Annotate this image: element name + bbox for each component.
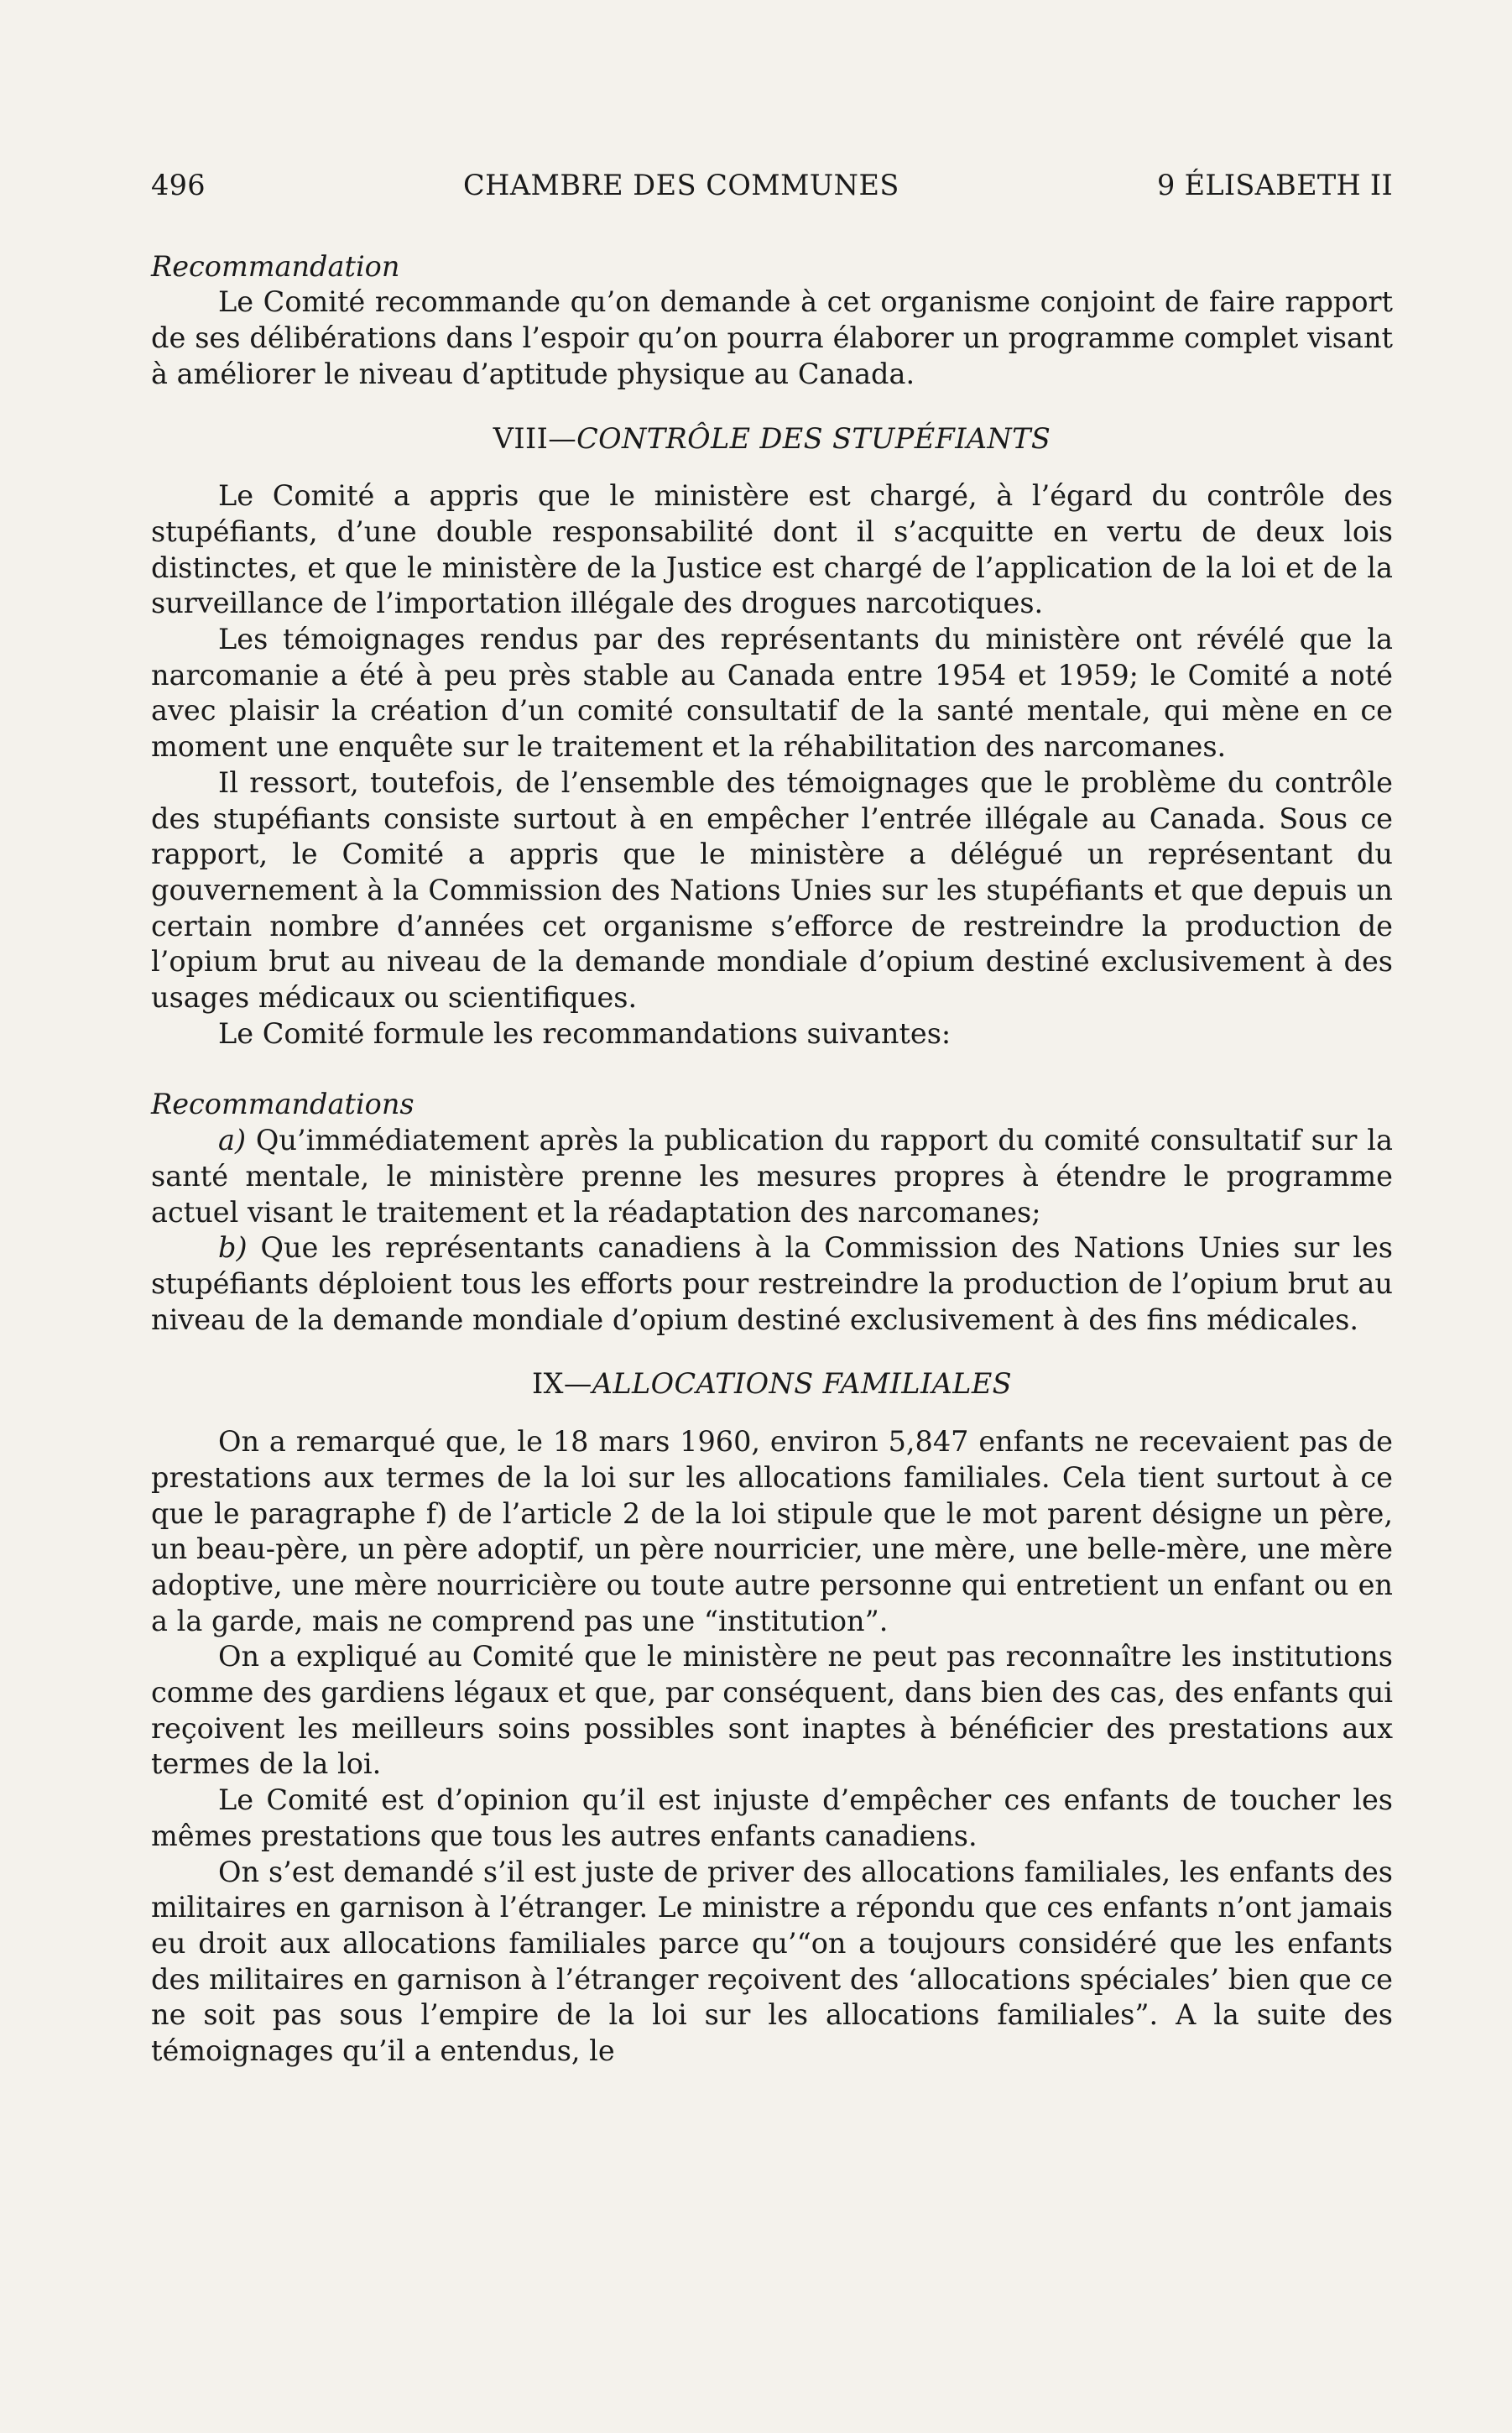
header-session: 9 ÉLISABETH II: [1157, 169, 1393, 201]
section-name: ALLOCATIONS FAMILIALES: [592, 1367, 1013, 1401]
paragraph: On a expliqué au Comité que le ministère ne peut pas reconnaître les institutions comme des gardiens légaux et que, par conséquent, dans bien des cas, des enfants qui reçoivent les meilleurs soins possibles sont inaptes à bénéficier des prestations aux termes de la loi.: [151, 1640, 1393, 1781]
running-header: [151, 168, 1393, 204]
paragraph: On s’est demandé s’il est juste de priver des allocations familiales, les enfants des militaires en garnison à l’étranger. Le ministre a répondu que ces enfants n’ont jamais eu droit aux allocations familiales parce qu’“on a toujours considéré que les enfants des militaires en garnison à l’étranger reçoivent des ‘allocations spéciales’ bien que ce ne soit pas sous l’empire de la loi sur les allocations familiales”. A la suite des témoignages qu’il a entendus, le: [151, 1855, 1393, 2068]
item-letter: a): [218, 1124, 247, 1157]
item-letter: b): [218, 1231, 248, 1265]
recommendation-heading: Recommandation: [151, 249, 400, 283]
document-page: [151, 168, 1393, 2070]
recommendation-item-b: [151, 1230, 1393, 1338]
page-number: 496: [151, 169, 206, 201]
section-name: CONTRÔLE DES STUPÉFIANTS: [576, 421, 1051, 455]
recommendation-item-a: [151, 1123, 1393, 1230]
paragraph: Les témoignages rendus par des représentants du ministère ont révélé que la narcomanie a été à peu près stable au Canada entre 1954 et 1959; le Comité a noté avec plaisir la création d’un comité consultatif de la santé mentale, qui mène en ce moment une enquête sur le traitement et la réhabilitation des narcomanes.: [151, 623, 1393, 764]
paragraph: On a remarqué que, le 18 mars 1960, environ 5,847 enfants ne recevaient pas de prestations aux termes de la loi sur les allocations familiales. Cela tient surtout à ce que le paragraphe f) de l’article 2 de la loi stipule que le mot parent désigne un père, un beau-père, un père adoptif, un père nourricier, une mère, une belle-mère, une mère adoptive, une mère nourricière ou toute autre personne qui entretient un enfant ou en a la garde, mais ne comprend pas une “institution”.: [151, 1425, 1393, 1637]
section-heading-viii: [151, 421, 1393, 457]
recommendations-heading: Recommandations: [151, 1088, 414, 1121]
section-heading-ix: [151, 1366, 1393, 1402]
paragraph: Le Comité formule les recommandations suivantes:: [218, 1016, 952, 1050]
paragraph: Il ressort, toutefois, de l’ensemble des témoignages que le problème du contrôle des stupéfiants consiste surtout à en empêcher l’entrée illégale au Canada. Sous ce rapport, le Comité a appris que le ministère a délégué un représentant du gouvernement à la Commission des Nations Unies sur les stupéfiants et que depuis un certain nombre d’années cet organisme s’efforce de restreindre la production de l’opium brut au niveau de la demande mondiale d’opium destiné exclusivement à des usages médicaux ou scientifiques.: [151, 765, 1393, 1015]
item-text: Qu’immédiatement après la publication du rapport du comité consultatif sur la santé mentale, le ministère prenne les mesures propres à étendre le programme actuel visant le traitement et la réadaptation des narcomanes;: [151, 1124, 1393, 1229]
item-text: Que les représentants canadiens à la Commission des Nations Unies sur les stupéfiants déploient tous les efforts pour restreindre la production de l’opium brut au niveau de la demande mondiale d’opium destiné exclusivement à des fins médicales.: [151, 1231, 1393, 1336]
header-title: CHAMBRE DES COMMUNES: [463, 169, 899, 201]
paragraph: Le Comité a appris que le ministère est chargé, à l’égard du contrôle des stupéfiants, d’une double responsabilité dont il s’acquitte en vertu de deux lois distinctes, et que le ministère de la Justice est chargé de l’application de la loi et de la surveillance de l’importation illégale des drogues narcotiques.: [151, 479, 1393, 620]
spacer: [151, 1052, 1393, 1087]
section-numeral: VIII—: [493, 421, 577, 455]
paragraph: Le Comité est d’opinion qu’il est injuste d’empêcher ces enfants de toucher les mêmes prestations que tous les autres enfants canadiens.: [151, 1783, 1393, 1852]
section-numeral: IX—: [531, 1367, 592, 1401]
paragraph: Le Comité recommande qu’on demande à cet organisme conjoint de faire rapport de ses délibérations dans l’espoir qu’on pourra élaborer un programme complet visant à améliorer le niveau d’aptitude physique au Canada.: [151, 285, 1393, 390]
